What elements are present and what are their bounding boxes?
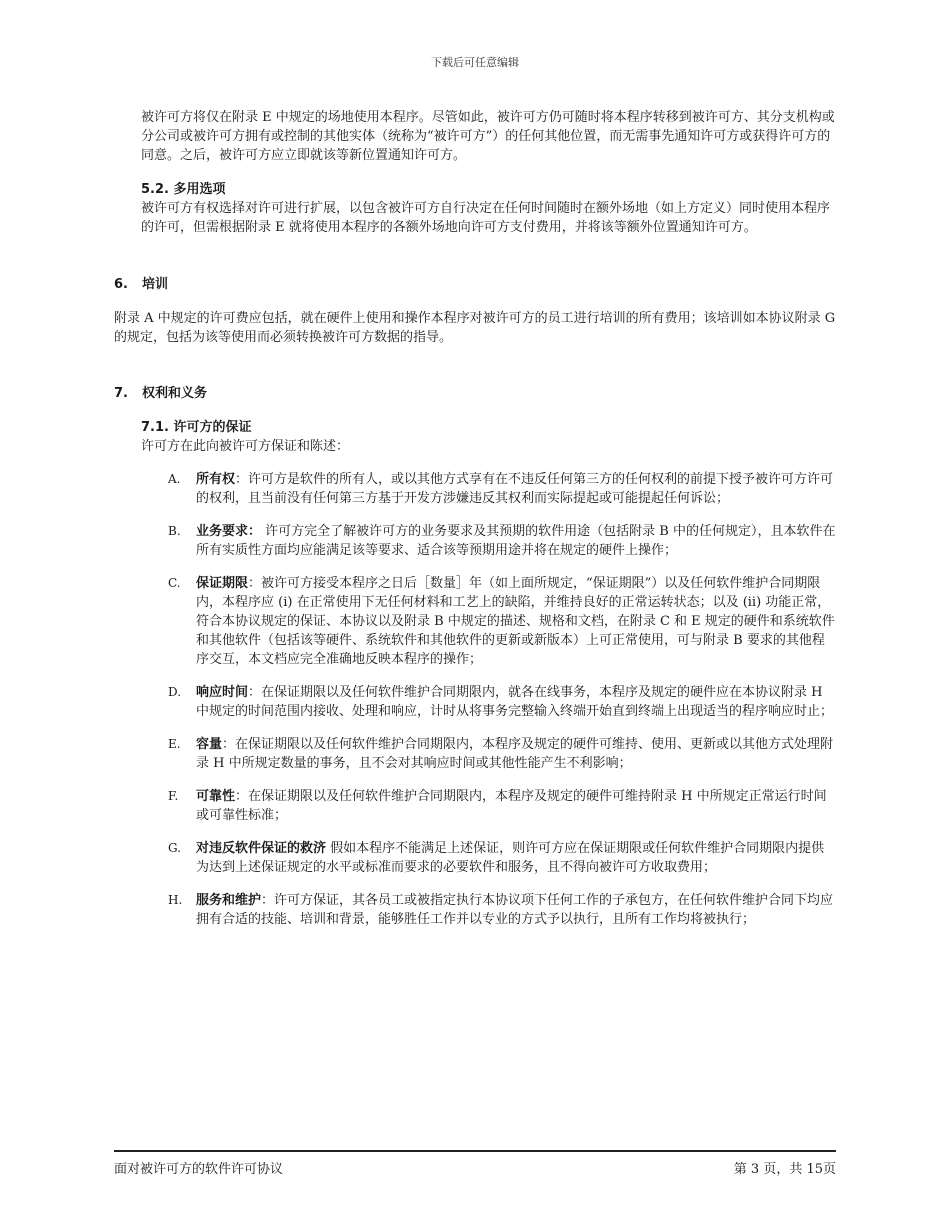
- page-header: 下载后可任意编辑: [431, 56, 519, 69]
- list-text: ：许可方保证，其各员工或被指定执行本协议项下任何工作的子承包方，在任何软件维护合同下均应拥有合适的技能、培训和背景，能够胜任工作并以专业的方式予以执行，且所有工作均将被执行；: [196, 893, 834, 927]
- section-7-1-title: 7.1. 许可方的保证: [141, 420, 252, 435]
- list-text: ：在保证期限以及任何软件维护合同期限内，就各在线事务，本程序及规定的硬件应在本协议附录 H 中规定的时间范围内接收、处理和响应，计时从将事务完整输入终端开始直到终端上出现适当的程序响应时止；: [196, 685, 834, 719]
- list-item-a: [168, 470, 836, 508]
- document-body: [114, 108, 836, 929]
- list-text: ：被许可方接受本程序之日后［数量］年（如上面所规定，“保证期限”）以及任何软件维护合同期限内，本程序应 (i) 在正常使用下无任何材料和工艺上的缺陷，并维持良好的正常运转状态；以及 (ii) 功能正常，符合本协议规定的保证、本协议以及附录 B 中规定的描述、规格和文档，在附录 C 和 E 规定的硬件和系统软件和其他软件（包括该等硬件、系统软件和其他软件的更新或新版本）上可正常使用，可与附录 B 要求的其他程序交互，本文档应完全准确地反映本程序的操作；: [196, 576, 835, 667]
- section-7-heading: [114, 384, 836, 403]
- footer-page-number: 第 3 页，共 15页: [733, 1162, 836, 1177]
- section-5-2-paragraph: 被许可方有权选择对许可进行扩展，以包含被许可方自行决定在任何时间随时在额外场地（如上方定义）同时使用本程序的许可，但需根据附录 E 就将使用本程序的各额外场地向许可方支付费用，并将该等额外位置通知许可方。: [141, 201, 831, 235]
- list-term: 对违反软件保证的救济: [196, 841, 327, 856]
- list-letter: E.: [168, 737, 181, 751]
- section-5-2-title: 5.2. 多用选项: [141, 182, 226, 197]
- list-item-d: [168, 683, 836, 721]
- list-letter: A.: [168, 472, 181, 486]
- list-term: 容量: [196, 737, 223, 752]
- list-term: 服务和维护: [196, 893, 262, 908]
- list-item-f: [168, 787, 836, 825]
- list-text: ：在保证期限以及任何软件维护合同期限内，本程序及规定的硬件可维持附录 H 中所规定正常运行时间或可靠性标准；: [196, 789, 827, 823]
- list-letter: H.: [168, 893, 183, 907]
- list-letter: D.: [168, 685, 182, 699]
- list-letter: B.: [168, 524, 181, 538]
- section-5-1-paragraph: 被许可方将仅在附录 E 中规定的场地使用本程序。尽管如此，被许可方仍可随时将本程序转移到被许可方、其分支机构或分公司或被许可方拥有或控制的其他实体（统称为“被许可方”）的任何其他位置，而无需事先通知许可方或获得许可方的同意。之后，被许可方应立即就该等新位置通知许可方。: [141, 110, 835, 163]
- list-text: 许可方完全了解被许可方的业务要求及其预期的软件用途（包括附录 B 中的任何规定），且本软件在所有实质性方面均应能满足该等要求、适合该等预期用途并将在规定的硬件上操作；: [196, 524, 836, 558]
- section-6-paragraph: 附录 A 中规定的许可费应包括，就在硬件上使用和操作本程序对被许可方的员工进行培训的所有费用；该培训如本协议附录 G 的规定，包括为该等使用而必须转换被许可方数据的指导。: [114, 311, 836, 345]
- list-item-c: [168, 574, 836, 669]
- list-text: ：许可方是软件的所有人，或以其他方式享有在不违反任何第三方的任何权利的前提下授予被许可方许可的权利，且当前没有任何第三方基于开发方涉嫌违反其权利而实际提起或可能提起任何诉讼；: [196, 472, 834, 506]
- list-letter: C.: [168, 576, 181, 590]
- section-6-number: 6.: [114, 277, 128, 292]
- list-term: 保证期限: [196, 576, 249, 591]
- footer-divider: [114, 1150, 836, 1152]
- list-item-e: [168, 735, 836, 773]
- list-letter: F.: [168, 789, 179, 803]
- section-7-title: 权利和义务: [142, 386, 208, 401]
- list-term: 业务要求：: [196, 524, 262, 539]
- list-term: 所有权: [196, 472, 236, 487]
- list-term: 响应时间: [196, 685, 249, 700]
- list-term: 可靠性: [196, 789, 236, 804]
- list-item-h: [168, 891, 836, 929]
- list-text: ：在保证期限以及任何软件维护合同期限内，本程序及规定的硬件可维持、使用、更新或以其他方式处理附录 H 中所规定数量的事务，且不会对其响应时间或其他性能产生不利影响；: [196, 737, 834, 771]
- list-text: 假如本程序不能满足上述保证，则许可方应在保证期限或任何软件维护合同期限内提供为达到上述保证规定的水平或标准而要求的必要软件和服务，且不得向被许可方收取费用；: [196, 841, 825, 875]
- section-7-1-intro: 许可方在此向被许可方保证和陈述：: [141, 439, 350, 454]
- section-6-title: 培训: [142, 277, 169, 292]
- list-item-g: [168, 839, 836, 877]
- footer-document-title: 面对被许可方的软件许可协议: [114, 1162, 284, 1177]
- list-item-b: [168, 522, 836, 560]
- section-6-heading: [114, 275, 836, 294]
- list-letter: G.: [168, 841, 181, 855]
- section-7-number: 7.: [114, 386, 128, 401]
